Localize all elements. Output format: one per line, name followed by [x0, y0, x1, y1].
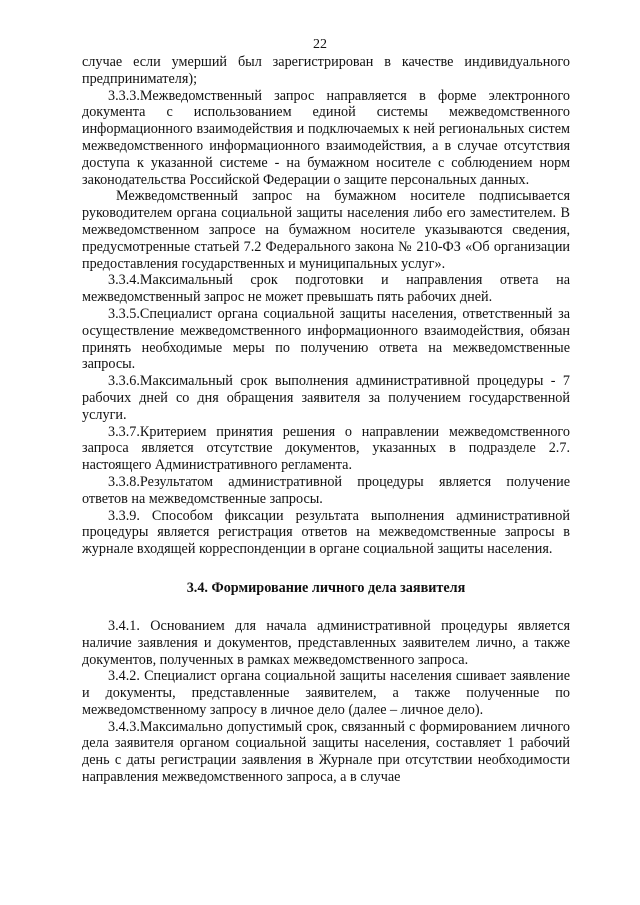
paragraph-3-3-7: 3.3.7.Критерием принятия решения о направлении межведомственного запроса является отсутствие документов, указанных в подразделе 2.7. настоящего Административного регламента.: [82, 423, 570, 474]
paragraph-3-3-3: 3.3.3.Межведомственный запрос направляется в форме электронного документа с использованием единой системы межведомственного информационного взаимодействия и подключаемых к ней региональных систем межведомственного информационного взаимодействия, а в случае отсутствия доступа к указанной системе - на бумажном носителе с соблюдением норм законодательства Российской Федерации о защите персональных данных.: [82, 87, 570, 188]
paragraph-3-4-1: 3.4.1. Основанием для начала административной процедуры является наличие заявления и документов, представленных заявителем лично, а также документов, полученных в рамках межведомственного запроса.: [82, 617, 570, 668]
document-body: [82, 54, 570, 786]
paragraph-3-4-2: 3.4.2. Специалист органа социальной защиты населения сшивает заявление и документы, представленные заявителем, а также полученные по межведомственному запросу в личное дело (далее – личное дело).: [82, 668, 570, 718]
paragraph-3-3-4: 3.3.4.Максимальный срок подготовки и направления ответа на межведомственный запрос не может превышать пять рабочих дней.: [82, 272, 570, 306]
section-heading: 3.4. Формирование личного дела заявителя: [186, 579, 466, 596]
paragraph-3-3-5: 3.3.5.Специалист органа социальной защиты населения, ответственный за осуществление межведомственного информационного взаимодействия, обязан принять необходимые меры по получению ответа на межведомственные запросы.: [82, 305, 570, 373]
paragraph-3-4-3: 3.4.3.Максимально допустимый срок, связанный с формированием личного дела заявителя органом социальной защиты населения, составляет 1 рабочий день с даты регистрации заявления в Журнале при отсутствии необходимости направления межведомственного запроса, а в случае: [82, 718, 570, 786]
page-number: 22: [313, 37, 327, 52]
paragraph-continuation: случае если умерший был зарегистрирован в качестве индивидуального предпринимателя);: [82, 54, 570, 87]
paragraph-3-3-9: 3.3.9. Способом фиксации результата выполнения административной процедуры является регистрация ответов на межведомственные запросы в журнале входящей корреспонденции в органе социальной защиты населения.: [82, 507, 570, 558]
paragraph-3-3-8: 3.3.8.Результатом административной процедуры является получение ответов на межведомственные запросы.: [82, 473, 570, 507]
paragraph-paper-request: Межведомственный запрос на бумажном носителе подписывается руководителем органа социальной защиты населения либо его заместителем. В межведомственном запросе на бумажном носителе указываются сведения, предусмотренные статьей 7.2 Федерального закона № 210-ФЗ «Об организации предоставления государственных и муниципальных услуг».: [82, 188, 570, 272]
paragraph-3-3-6: 3.3.6.Максимальный срок выполнения административной процедуры - 7 рабочих дней со дня обращения заявителя за получением государственной услуги.: [82, 373, 570, 423]
